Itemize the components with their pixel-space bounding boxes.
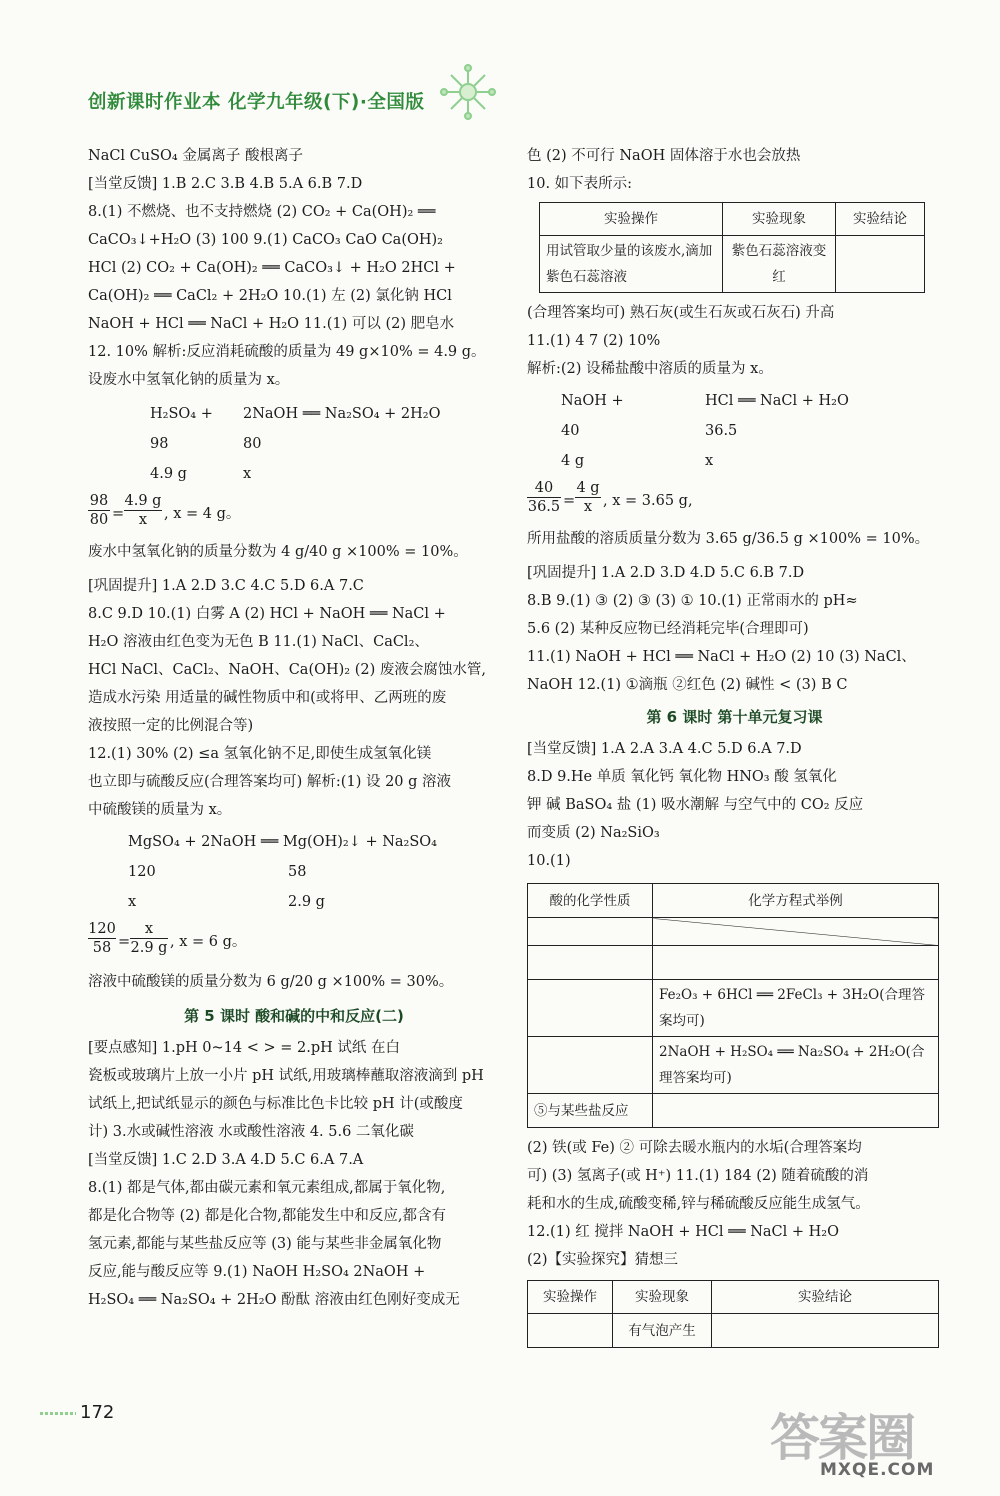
text-line: 反应,能与酸反应等 9.(1) NaOH H₂SO₄ 2NaOH + xyxy=(88,1264,426,1280)
page-number: 172 xyxy=(80,1402,115,1423)
table-header: 实验现象 xyxy=(723,203,836,236)
text-line: 11.(1) NaOH + HCl ══ NaCl + H₂O (2) 10 (3) NaCl、 xyxy=(527,649,916,665)
equation-row xyxy=(88,460,500,488)
fraction-denominator: x xyxy=(583,499,593,515)
text-line: 12.(1) 30% (2) ≤a 氢氧化钠不足,即使生成氢氧化镁 xyxy=(88,746,432,762)
page-number-ornament xyxy=(40,1412,76,1415)
flower-logo-icon xyxy=(438,64,498,120)
text-line: 设废水中氢氧化钠的质量为 x。 xyxy=(88,372,290,388)
text-line: 废水中氢氧化钠的质量分数为 4 g/40 g ×100% = 10%。 xyxy=(88,544,468,560)
text-line: CaCO₃↓+H₂O (3) 100 9.(1) CaCO₃ CaO Ca(OH)₂ xyxy=(88,232,443,248)
section-title: 第 6 课时 第十单元复习课 xyxy=(646,708,823,726)
equation-value: 98 xyxy=(150,436,169,452)
table-cell xyxy=(653,946,939,980)
table-cell xyxy=(653,918,939,946)
fraction-result: , x = 4 g。 xyxy=(164,506,241,522)
text-line: 8.(1) 都是气体,都由碳元素和氧元素组成,都属于氧化物, xyxy=(88,1180,446,1196)
text-line: 也立即与硫酸反应(合理答案均可) 解析:(1) 设 20 g 溶液 xyxy=(88,774,452,790)
equation-term: MgSO₄ + 2NaOH ══ Mg(OH)₂↓ + Na₂SO₄ xyxy=(128,834,437,850)
table-header: 实验结论 xyxy=(836,203,925,236)
text-line: 钾 碱 BaSO₄ 盐 (1) 吸水潮解 与空气中的 CO₂ 反应 xyxy=(527,797,864,813)
fraction-row: 120 58 = x 2.9 g , x = 6 g。 xyxy=(88,921,247,956)
fraction-numerator: 4.9 g xyxy=(124,493,162,509)
fraction-denominator: x xyxy=(138,512,148,528)
fraction-denominator: 80 xyxy=(89,512,109,528)
equation-value: 120 xyxy=(128,864,156,880)
fraction-row: 40 36.5 = 4 g x , x = 3.65 g, xyxy=(527,480,693,515)
text-line: 造成水污染 用适量的碱性物质中和(或将甲、乙两班的废 xyxy=(88,690,447,706)
text-line: 试纸上,把试纸显示的颜色与标准比色卡比较 pH 计(或酸度 xyxy=(88,1096,463,1112)
text-line: HCl NaCl、CaCl₂、NaOH、Ca(OH)₂ (2) 废液会腐蚀水管, xyxy=(88,662,486,678)
text-line: H₂SO₄ ══ Na₂SO₄ + 2H₂O 酚酞 溶液由红色刚好变成无 xyxy=(88,1292,460,1308)
fraction-denominator: 2.9 g xyxy=(130,940,168,956)
equation-term: HCl ══ NaCl + H₂O xyxy=(705,393,849,409)
equation-value: 36.5 xyxy=(705,423,738,439)
table-cell xyxy=(712,1314,939,1348)
table-header: 实验现象 xyxy=(613,1281,712,1314)
table-cell xyxy=(528,918,653,946)
text-line: Ca(OH)₂ ══ CaCl₂ + 2H₂O 10.(1) 左 (2) 氯化钠 HCl xyxy=(88,288,452,304)
fraction-denominator: 58 xyxy=(92,940,112,956)
equation-row xyxy=(527,387,942,415)
text-line: 可) (3) 氢离子(或 H⁺) 11.(1) 184 (2) 随着硫酸的消 xyxy=(527,1168,869,1184)
equation-value: x xyxy=(705,453,714,469)
text-line: 5.6 (2) 某种反应物已经消耗完毕(合理即可) xyxy=(527,621,809,637)
text-line: [当堂反馈] 1.C 2.D 3.A 4.D 5.C 6.A 7.A xyxy=(88,1152,364,1168)
equation-row xyxy=(88,828,500,856)
text-line: [要点感知] 1.pH 0~14 < > = 2.pH 试纸 在白 xyxy=(88,1040,400,1056)
text-line: 12.(1) 红 搅拌 NaOH + HCl ══ NaCl + H₂O xyxy=(527,1224,839,1240)
text-line: 11.(1) 4 7 (2) 10% xyxy=(527,333,661,349)
equation-row xyxy=(527,447,942,475)
equation-value: 80 xyxy=(243,436,262,452)
text-line: 8.B 9.(1) ③ (2) ③ (3) ① 10.(1) 正常雨水的 pH≈ xyxy=(527,593,858,609)
text-line: (2)【实验探究】猜想三 xyxy=(527,1252,679,1268)
text-line: 而变质 (2) Na₂SiO₃ xyxy=(527,825,660,841)
table-cell: Fe₂O₃ + 6HCl ══ 2FeCl₃ + 3H₂O(合理答案均可) xyxy=(653,980,939,1037)
fraction-numerator: 120 xyxy=(88,921,116,937)
text-line: 8.C 9.D 10.(1) 白雾 A (2) HCl + NaOH ══ NaCl + xyxy=(88,606,446,622)
table-header: 实验操作 xyxy=(528,1281,613,1314)
equation-term: H₂SO₄ + xyxy=(150,406,213,422)
equation-value: x xyxy=(243,466,252,482)
text-line: (2) 铁(或 Fe) ② 可除去暖水瓶内的水垢(合理答案均 xyxy=(527,1140,862,1156)
fraction-result: , x = 3.65 g, xyxy=(603,493,693,509)
text-line: [巩固提升] 1.A 2.D 3.D 4.D 5.C 6.B 7.D xyxy=(527,565,805,581)
table-cell xyxy=(528,1037,653,1094)
text-line: (合理答案均可) 熟石灰(或生石灰或石灰石) 升高 xyxy=(527,305,835,321)
text-line: HCl (2) CO₂ + Ca(OH)₂ ══ CaCO₃↓ + H₂O 2HCl + xyxy=(88,260,456,276)
table-cell xyxy=(528,1314,613,1348)
text-line: NaOH + HCl ══ NaCl + H₂O 11.(1) 可以 (2) 肥皂水 xyxy=(88,316,455,332)
text-line: 8.D 9.He 单质 氧化钙 氧化物 HNO₃ 酸 氢氧化 xyxy=(527,769,837,785)
text-line: 耗和水的生成,硫酸变稀,锌与稀硫酸反应能生成氢气。 xyxy=(527,1196,870,1212)
text-line: 所用盐酸的溶质质量分数为 3.65 g/36.5 g ×100% = 10%。 xyxy=(527,531,930,547)
fraction-result: , x = 6 g。 xyxy=(170,934,247,950)
equation-value: x xyxy=(128,894,137,910)
equation-value: 4 g xyxy=(561,453,585,469)
equation-term: NaOH + xyxy=(561,393,624,409)
fraction-denominator: 36.5 xyxy=(527,499,561,515)
text-line: NaCl CuSO₄ 金属离子 酸根离子 xyxy=(88,148,303,164)
equation-row xyxy=(527,417,942,445)
equation-value: 4.9 g xyxy=(150,466,187,482)
table-cell: 用试管取少量的该废水,滴加紫色石蕊溶液 xyxy=(540,236,723,293)
equation-value: 40 xyxy=(561,423,580,439)
text-line: 中硫酸镁的质量为 x。 xyxy=(88,802,232,818)
running-header: 创新课时作业本 化学九年级(下)·全国版 xyxy=(88,92,425,113)
table-cell xyxy=(528,946,653,980)
equation-row xyxy=(88,430,500,458)
text-line: 12. 10% 解析:反应消耗硫酸的质量为 49 g×10% = 4.9 g。 xyxy=(88,344,486,360)
text-line: 计) 3.水或碱性溶液 水或酸性溶液 4. 5.6 二氧化碳 xyxy=(88,1124,414,1140)
watermark-url: MXQE.COM xyxy=(820,1460,935,1480)
table-cell xyxy=(653,1094,939,1128)
table-cell xyxy=(836,236,925,293)
equation-value: 2.9 g xyxy=(288,894,325,910)
table-header: 实验结论 xyxy=(712,1281,939,1314)
text-line: 8.(1) 不燃烧、也不支持燃烧 (2) CO₂ + Ca(OH)₂ ══ xyxy=(88,204,436,220)
text-line: NaOH 12.(1) ①滴瓶 ②红色 (2) 碱性 < (3) B C xyxy=(527,677,848,693)
equation-value: 58 xyxy=(288,864,307,880)
text-line: 溶液中硫酸镁的质量分数为 6 g/20 g ×100% = 30%。 xyxy=(88,974,454,990)
fraction-row: 98 80 = 4.9 g x , x = 4 g。 xyxy=(89,493,241,528)
text-line: 都是化合物等 (2) 都是化合物,都能发生中和反应,都含有 xyxy=(88,1208,446,1224)
table-cell: 紫色石蕊溶液变红 xyxy=(723,236,836,293)
text-line: [当堂反馈] 1.A 2.A 3.A 4.C 5.D 6.A 7.D xyxy=(527,741,802,757)
text-line: 色 (2) 不可行 NaOH 固体溶于水也会放热 xyxy=(527,148,801,164)
text-line: 瓷板或玻璃片上放一小片 pH 试纸,用玻璃棒蘸取溶液滴到 pH xyxy=(88,1068,484,1084)
left-column xyxy=(88,142,500,1314)
equation-row xyxy=(88,888,500,916)
text-line: 10. 如下表所示: xyxy=(527,176,633,192)
table-header: 化学方程式举例 xyxy=(653,884,939,918)
table-cell: ⑤与某些盐反应 xyxy=(528,1094,653,1128)
watermark-logo: 答案圈 xyxy=(770,1409,914,1467)
acid-properties-table xyxy=(527,883,939,1128)
fraction-numerator: x xyxy=(130,920,168,939)
table-cell xyxy=(528,980,653,1037)
right-column xyxy=(527,142,942,1348)
experiment-table-2 xyxy=(527,1280,939,1348)
text-line: [巩固提升] 1.A 2.D 3.C 4.C 5.D 6.A 7.C xyxy=(88,578,364,594)
equation-row xyxy=(88,858,500,886)
text-line: 液按照一定的比例混合等) xyxy=(88,718,254,734)
text-line: 氢元素,都能与某些盐反应等 (3) 能与某些非金属氧化物 xyxy=(88,1236,442,1252)
text-line: H₂O 溶液由红色变为无色 B 11.(1) NaCl、CaCl₂、 xyxy=(88,634,429,650)
fraction-numerator: 98 xyxy=(89,493,109,509)
table-cell: 2NaOH + H₂SO₄ ══ Na₂SO₄ + 2H₂O(合理答案均可) xyxy=(653,1037,939,1094)
section-title: 第 5 课时 酸和碱的中和反应(二) xyxy=(184,1007,404,1025)
text-line: 10.(1) xyxy=(527,853,571,869)
table-cell: 有气泡产生 xyxy=(613,1314,712,1348)
equation-row xyxy=(88,400,500,428)
table-header: 酸的化学性质 xyxy=(528,884,653,918)
table-header: 实验操作 xyxy=(540,203,723,236)
fraction-numerator: 4 g xyxy=(576,480,600,496)
text-line: [当堂反馈] 1.B 2.C 3.B 4.B 5.A 6.B 7.D xyxy=(88,176,363,192)
equation-term: 2NaOH ══ Na₂SO₄ + 2H₂O xyxy=(243,406,441,422)
experiment-table xyxy=(539,202,925,293)
fraction-numerator: 40 xyxy=(527,479,561,498)
text-line: 解析:(2) 设稀盐酸中溶质的质量为 x。 xyxy=(527,361,773,377)
